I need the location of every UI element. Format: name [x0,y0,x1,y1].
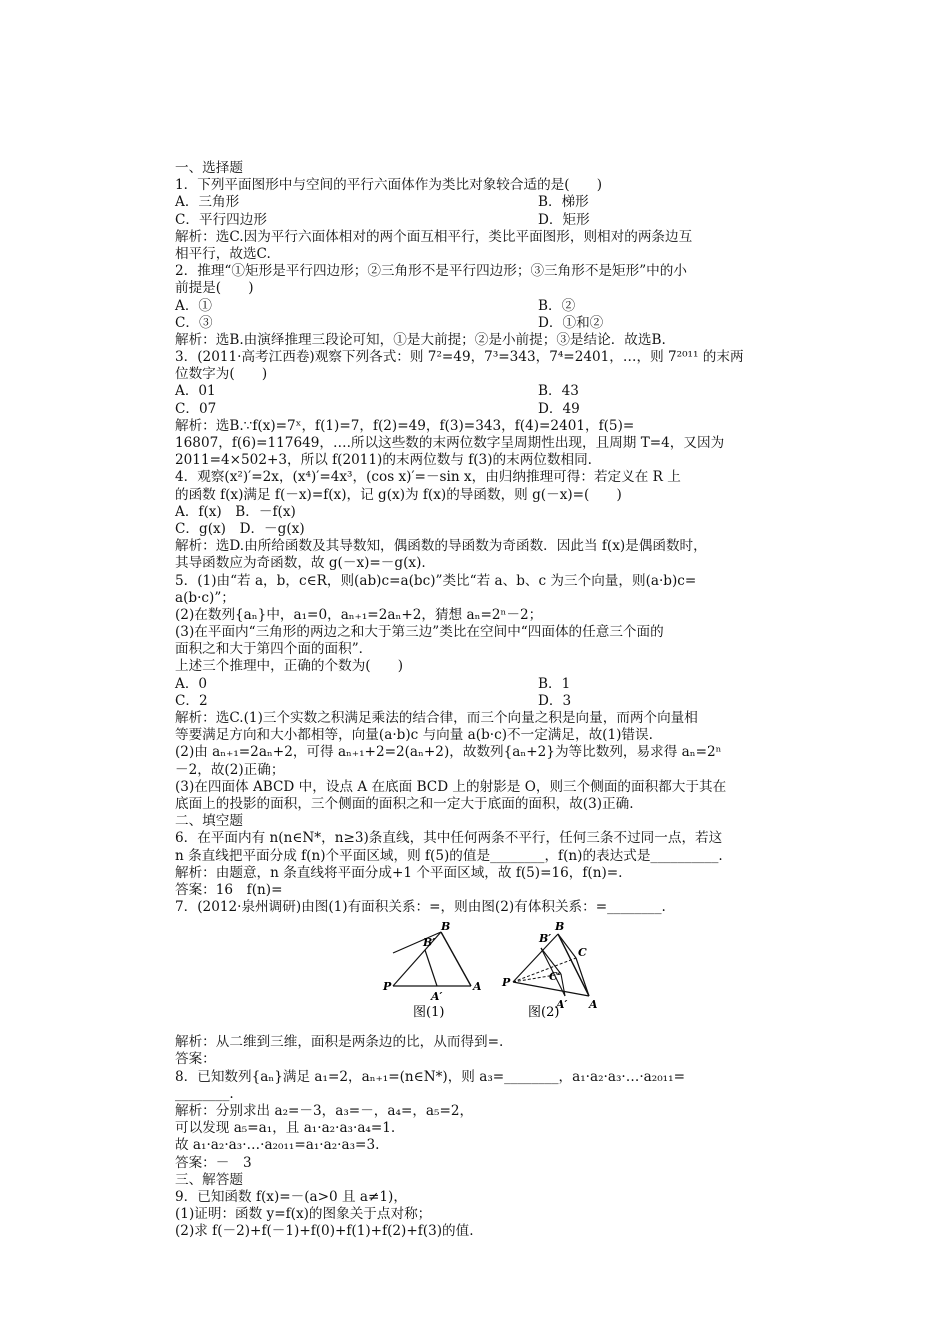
option-text: D．49 [538,400,580,417]
text-line: C．g(x) D．－g(x) [175,520,305,537]
text-line: (2)在数列{aₙ}中，a₁=0，aₙ₊₁=2aₙ+2，猜想 aₙ=2ⁿ－2； [175,606,543,623]
text-line: a(b·c)”； [175,589,235,606]
text-line: 前提是( ) [175,280,254,297]
text-line: 4．观察(x²)′=2x，(x⁴)′=4x³，(cos x)′=－sin x，由归纳推理可得：若定义在 R 上 [175,469,681,486]
label-bprime-2: B′ [539,932,552,946]
text-line: 等要满足方向和大小都相等，向量(a·b)c 与向量 a(b·c)不一定满足，故(1)错误. [175,727,653,744]
text-line: 二、填空题 [175,813,243,830]
option-row [175,676,805,693]
text-line: 解析：由题意，n 条直线将平面分成+1 个平面区域，故 f(5)=16，f(n)=. [175,864,623,881]
text-line: 解析：选D.由所给函数及其导数知，偶函数的导函数为奇函数．因此当 f(x)是偶函数时， [175,538,707,555]
label-aprime-2: A′ [556,998,568,1012]
option-text: A．① [175,297,213,314]
text-line: 解析：选B.∵f(x)=7ˣ，f(1)=7，f(2)=49，f(3)=343，f(4)=2401，f(5)= [175,417,635,434]
text-line: 16807，f(6)=117649，….所以这些数的末两位数字呈周期性出现，且周期 T=4，又因为 [175,435,725,451]
text-line: 上述三个推理中，正确的个数为( ) [175,658,404,675]
text-line: 答案：16 f(n)= [175,881,283,898]
option-row [175,298,805,315]
label-b-2: B [555,920,565,934]
text-line: 底面上的投影的面积，三个侧面的面积之和一定大于底面的面积，故(3)正确. [175,795,634,812]
text-line: 解析：分别求出 a₂=－3，a₃=－，a₄=，a₅=2， [175,1103,474,1119]
text-line: A．f(x) B．－f(x) [175,503,296,520]
text-line: 3．(2011·高考江西卷)观察下列各式：则 7²=49，7³=343，7⁴=2401，…，则 7²⁰¹¹ 的末两 [175,349,744,366]
label-b-1: B [441,920,451,934]
text-line: (3)在平面内“三角形的两边之和大于第三边”类比在空间中“四面体的任意三个面的 [175,624,664,641]
text-line: 2．推理“①矩形是平行四边形；②三角形不是平行四边形；③三角形不是矩形”中的小 [175,263,687,280]
text-line: －2，故(2)正确； [175,761,285,778]
label-p-2: P [502,976,511,990]
option-text: D．3 [538,692,572,709]
option-text: C．平行四边形 [175,211,267,228]
text-line: ________. [175,1085,234,1102]
question-block-1 [175,160,805,916]
option-text: A．三角形 [175,194,240,211]
option-row [175,212,805,229]
option-row [175,401,805,418]
text-line: 故 a₁·a₂·a₃·…·a₂₀₁₁=a₁·a₂·a₃=3. [175,1137,380,1154]
text-line: 可以发现 a₅=a₁，且 a₁·a₂·a₃·a₄=1. [175,1120,396,1137]
text-line: 解析：选C.(1)三个实数之积满足乘法的结合律，而三个向量之积是向量，而两个向量相 [175,710,698,726]
text-line: (2)求 f(－2)+f(－1)+f(0)+f(1)+f(2)+f(3)的值. [175,1223,474,1240]
label-a-1: A [473,980,482,994]
text-line: 位数字为( ) [175,366,268,383]
text-line: 5．(1)由“若 a，b，c∈R，则(ab)c=a(bc)”类比“若 a、b、c 为三个向量，则(a·b)c= [175,572,697,589]
text-line: (2)由 aₙ₊₁=2aₙ+2，可得 aₙ₊₁+2=2(aₙ+2)，故数列{aₙ+2}为等比数列，易求得 aₙ=2ⁿ [175,744,722,761]
label-aprime-1: A′ [431,990,443,1004]
label-c-2: C [578,946,587,960]
option-row [175,383,805,400]
geometry-figure [175,918,805,1030]
option-text: D．①和② [538,314,604,331]
text-line: 三、解答题 [175,1171,243,1188]
text-line: 解析：选B.由演绎推理三段论可知，①是大前提；②是小前提；③是结论．故选B. [175,331,666,348]
option-text: C．③ [175,314,213,331]
figures [175,918,805,1030]
text-line: 8．已知数列{aₙ}满足 a₁=2，aₙ₊₁=(n∈N*)，则 a₃=________，a₁·a₂·a₃·…·a₂₀₁₁= [175,1068,685,1085]
label-a-2: A [589,998,598,1012]
option-text: B．1 [538,675,571,692]
option-text: A．01 [175,383,216,400]
fig1-caption: 图(1) [413,1005,445,1021]
text-line: 相平行，故选C. [175,245,271,262]
option-row [175,693,805,710]
option-text: B．② [538,297,576,314]
text-line: 6．在平面内有 n(n∈N*，n≥3)条直线，其中任何两条不平行，任何三条不过同一点，若这 [175,830,723,847]
text-line: 2011=4×502+3，所以 f(2011)的末两位数与 f(3)的末两位数相同. [175,452,592,469]
option-text: B．43 [538,383,579,400]
option-text: C．07 [175,400,217,417]
question-block-2 [175,1034,805,1240]
text-line: 解析：选C.因为平行六面体相对的两个面互相平行，类比平面图形，则相对的两条边互 [175,228,693,245]
fig2-caption: 图(2) [528,1005,560,1021]
text-line: 9．已知函数 f(x)=－(a>0 且 a≠1)， [175,1188,407,1205]
option-row [175,194,805,211]
option-text: C．2 [175,692,208,709]
text-line: 答案： [175,1051,216,1068]
label-bprime-1: B′ [423,936,436,950]
text-line: 其导函数应为奇函数，故 g(－x)=－g(x). [175,555,426,572]
text-line: 的函数 f(x)满足 f(－x)=f(x)，记 g(x)为 f(x)的导函数，则 g(－x)=( ) [175,486,622,503]
text-line: 解析：从二维到三维，面积是两条边的比，从而得到=. [175,1034,504,1051]
text-line: 7．(2012·泉州调研)由图(1)有面积关系：=，则由图(2)有体积关系：=________. [175,899,666,916]
text-line: 答案：－ 3 [175,1154,252,1171]
text-line: 一、选择题 [175,160,243,176]
label-cprime-2: C′ [549,970,561,984]
option-text: D．矩形 [538,211,590,228]
text-line: 面积之和大于第四个面的面积”． [175,641,373,658]
label-p-1: P [383,980,392,994]
option-row [175,315,805,332]
text-line: (3)在四面体 ABCD 中，设点 A 在底面 BCD 上的射影是 O，则三个侧面的面积都大于其在 [175,778,727,795]
figure-2 [501,920,598,1020]
document-body [175,160,805,1241]
text-line: (1)证明：函数 y=f(x)的图象关于点对称； [175,1206,432,1223]
figure-1 [382,920,482,1020]
text-line: n 条直线把平面分成 f(n)个平面区域，则 f(5)的值是________，f(n)的表达式是__________. [175,847,723,864]
option-text: A．0 [175,675,208,692]
option-text: B．梯形 [538,194,589,211]
text-line: 1．下列平面图形中与空间的平行六面体作为类比对象较合适的是( ) [175,177,603,194]
